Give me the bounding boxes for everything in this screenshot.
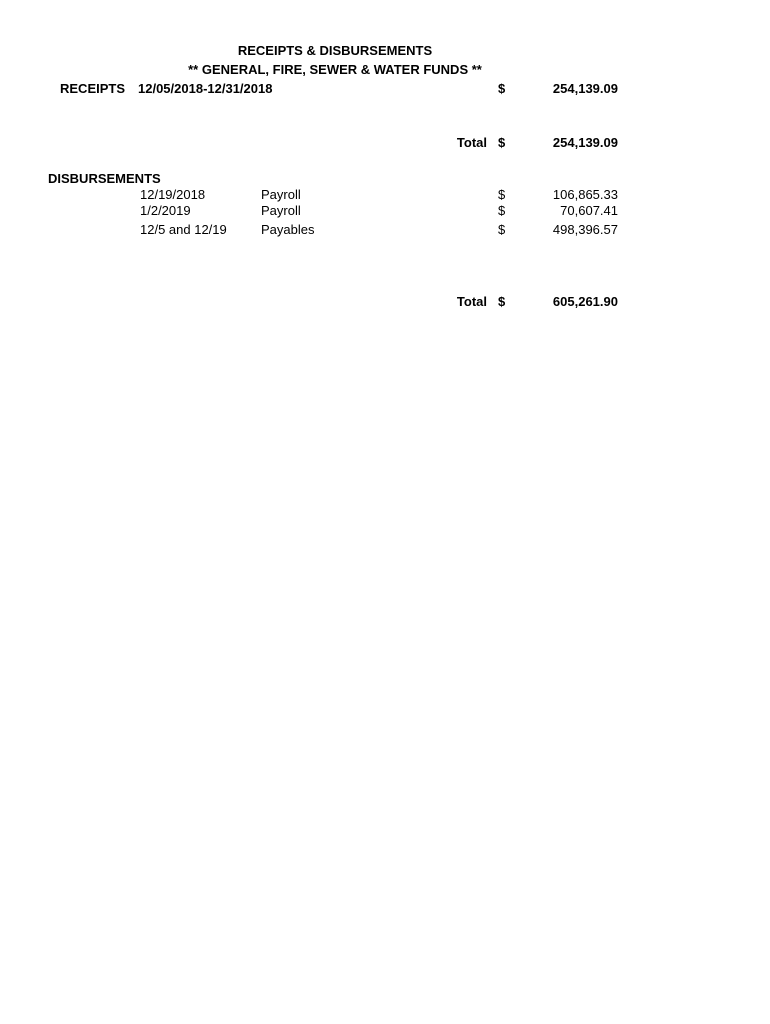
report-subtitle: ** GENERAL, FIRE, SEWER & WATER FUNDS ** — [188, 62, 482, 77]
disbursements-label: DISBURSEMENTS — [48, 171, 161, 186]
receipts-amount: 254,139.09 — [552, 81, 618, 96]
disbursements-total-label: Total — [456, 294, 487, 309]
receipts-total-amount: 254,139.09 — [552, 135, 618, 150]
row-currency: $ — [498, 203, 506, 218]
row-currency: $ — [498, 222, 506, 237]
row-description: Payroll — [261, 203, 301, 218]
row-amount: 498,396.57 — [552, 222, 618, 237]
row-date: 12/5 and 12/19 — [140, 222, 227, 237]
row-date: 1/2/2019 — [140, 203, 191, 218]
row-amount: 106,865.33 — [552, 187, 618, 202]
row-amount: 70,607.41 — [560, 203, 618, 218]
disbursements-total-currency: $ — [498, 294, 506, 309]
receipts-total-label: Total — [456, 135, 487, 150]
receipts-currency: $ — [498, 81, 506, 96]
row-description: Payables — [261, 222, 315, 237]
receipts-period: 12/05/2018-12/31/2018 — [138, 81, 273, 96]
receipts-total-currency: $ — [498, 135, 506, 150]
row-currency: $ — [498, 187, 506, 202]
receipts-label: RECEIPTS — [60, 81, 126, 96]
disbursements-total-amount: 605,261.90 — [552, 294, 618, 309]
report-title: RECEIPTS & DISBURSEMENTS — [237, 43, 433, 58]
row-description: Payroll — [261, 187, 301, 202]
row-date: 12/19/2018 — [140, 187, 206, 202]
